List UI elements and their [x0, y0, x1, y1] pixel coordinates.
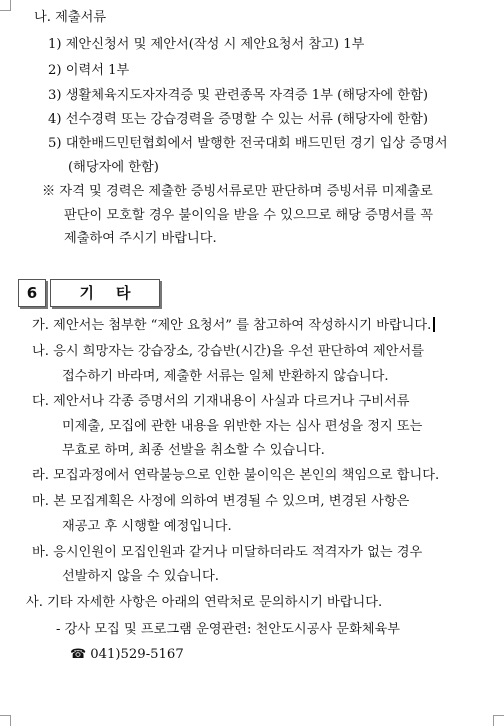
section-title-box: 기타 — [50, 279, 160, 307]
note-line: 판단이 모호할 경우 불이익을 받을 수 있으므로 해당 증명서를 꼭 — [64, 208, 433, 223]
phone-line — [70, 646, 184, 664]
phone-number: 041)529-5167 — [90, 647, 184, 662]
etc-line: 재공고 후 시행할 예정입니다. — [62, 519, 232, 534]
etc-line: 다. 제안서나 각종 증명서의 기재내용이 사실과 다르거나 구비서류 — [32, 394, 410, 409]
etc-line: 무효로 하며, 최종 선발을 취소할 수 있습니다. — [62, 443, 325, 458]
etc-line: 나. 응시 희망자는 강습장소, 강습반(시간)을 우선 판단하여 제안서를 — [32, 344, 424, 359]
etc-line: 마. 본 모집계획은 사정에 의하여 변경될 수 있으며, 변경된 사항은 — [32, 494, 410, 509]
etc-line: 접수하기 바라며, 제출한 서류는 일체 반환하지 않습니다. — [62, 369, 389, 384]
page-corner-mark — [0, 715, 11, 726]
contact-line: - 강사 모집 및 프로그램 운영관련: 천안도시공사 문화체육부 — [56, 622, 400, 637]
document-item: 3) 생활체육지도자자격증 및 관련종목 자격증 1부 (해당자에 한함) — [48, 88, 429, 103]
etc-line: 사. 기타 자세한 사항은 아래의 연락처로 문의하시기 바랍니다. — [26, 595, 383, 610]
etc-line-text: 가. 제안서는 첨부한 “제안 요청서” 를 참고하여 작성하시기 바랍니다. — [32, 318, 432, 333]
note-line: ※ 자격 및 경력은 제출한 증빙서류로만 판단하며 증빙서류 미제출로 — [42, 184, 433, 199]
etc-line: 라. 모집과정에서 연락불능으로 인한 불이익은 본인의 책임으로 합니다. — [32, 468, 440, 483]
document-item: 4) 선수경력 또는 강습경력을 증명할 수 있는 서류 (해당자에 한함) — [48, 112, 429, 127]
telephone-icon: ☎ — [70, 647, 87, 662]
document-item-continuation: (해당자에 한함) — [68, 160, 159, 175]
page-corner-mark — [493, 715, 504, 726]
documents-heading: 나. 제출서류 — [34, 10, 107, 25]
text-cursor — [433, 317, 435, 332]
etc-line — [32, 317, 435, 335]
etc-line: 미제출, 모집에 관한 내용을 위반한 자는 심사 편성을 정지 또는 — [62, 419, 423, 434]
note-line: 제출하여 주시기 바랍니다. — [64, 231, 217, 246]
document-item: 2) 이력서 1부 — [48, 63, 130, 78]
etc-line: 바. 응시인원이 모집인원과 같거나 미달하더라도 적격자가 없는 경우 — [32, 545, 423, 560]
etc-line: 선발하지 않을 수 있습니다. — [62, 569, 219, 584]
document-item: 1) 제안신청서 및 제안서(작성 시 제안요청서 참고) 1부 — [48, 37, 365, 52]
section-number-box: 6 — [18, 279, 46, 307]
page-corner-mark — [0, 0, 11, 11]
document-item: 5) 대한배드민턴협회에서 발행한 전국대회 배드민턴 경기 입상 증명서 — [48, 136, 448, 151]
